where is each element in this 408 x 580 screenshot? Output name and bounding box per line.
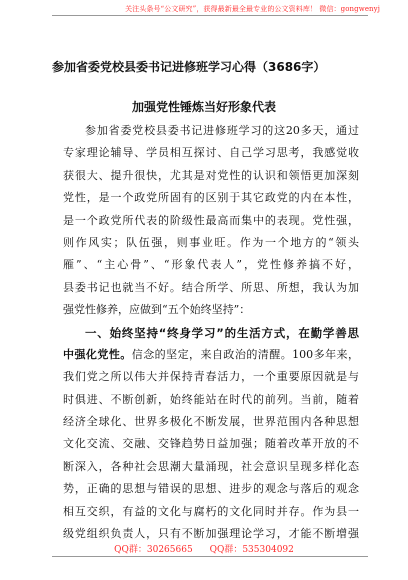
footer-divider — [52, 556, 368, 557]
header-divider — [52, 15, 368, 16]
body-line: 获很大、提升很快，尤其是对党性的认识和领悟更加深刻 — [63, 168, 359, 182]
body-line: 县委书记也就当不好。结合所学、所思、所想，我认为加 — [63, 280, 359, 294]
footer-contact — [0, 542, 408, 555]
body-line: 则作风实；队伍强，则事业旺。作为一个地方的“领头 — [63, 235, 359, 249]
body-line: 党性，是一个政党所固有的区别于其它政党的内在本性， — [63, 191, 359, 205]
body-line: 文化交流、交融、交锋趋势日益加强；随着改革开放的不 — [63, 437, 359, 451]
body-line: 势，正确的思想与错误的思想、进步的观念与落后的观念 — [63, 482, 359, 496]
body-line-tail: 信念的坚定，来自政治的清醒。100多年来， — [131, 347, 359, 361]
body-line: 相互交织，有益的文化与腐朽的文化同时并存。作为县一 — [63, 504, 359, 518]
section-heading-line — [63, 344, 359, 366]
body-line: 雁”、“主心骨”、“形象代表人”，党性修养搞不好， — [63, 258, 359, 272]
top-banner: 关注头条号“公文研究”，获得最新最全最专业的公文资料库！ 微信：gongwenyj — [125, 5, 380, 13]
body-line: 时俱进、不断创新，始终能站在时代的前列。当前，随着 — [63, 392, 359, 406]
document-title: 参加省委党校县委书记进修班学习心得（3686字） — [52, 60, 326, 74]
body-line: 断深入，各种社会思潮大量涌现，社会意识呈现多样化态 — [63, 459, 359, 473]
body-line: 强党性修养，应做到“五个始终坚持”： — [63, 303, 251, 317]
footer-qq-group-2: QQ群：535304092 — [209, 545, 294, 555]
body-line: 我们党之所以伟大并保持青春活力，一个重要原因就是与 — [63, 370, 359, 384]
body-line: 参加省委党校县委书记进修班学习的这20多天，通过 — [85, 124, 359, 137]
body-line: 经济全球化、世界多极化不断发展，世界范围内各种思想 — [63, 415, 359, 429]
document-subtitle: 加强党性锤炼当好形象代表 — [131, 100, 276, 114]
body-line: 级党组织负责人，只有不断加强理论学习，才能不断增强 — [63, 527, 359, 541]
body-line: 是一个政党所代表的阶级性最高而集中的表现。党性强， — [63, 213, 359, 227]
footer-qq-group-1: QQ群：30265665 — [114, 545, 193, 555]
document-body — [63, 120, 359, 545]
section-heading-end: 中强化党性。 — [63, 347, 132, 361]
section-heading: 一、始终坚持“终身学习”的生活方式，在勤学善思 — [85, 325, 359, 340]
body-line: 专家理论辅导、学员相互探讨、自己学习思考，我感觉收 — [63, 146, 359, 160]
